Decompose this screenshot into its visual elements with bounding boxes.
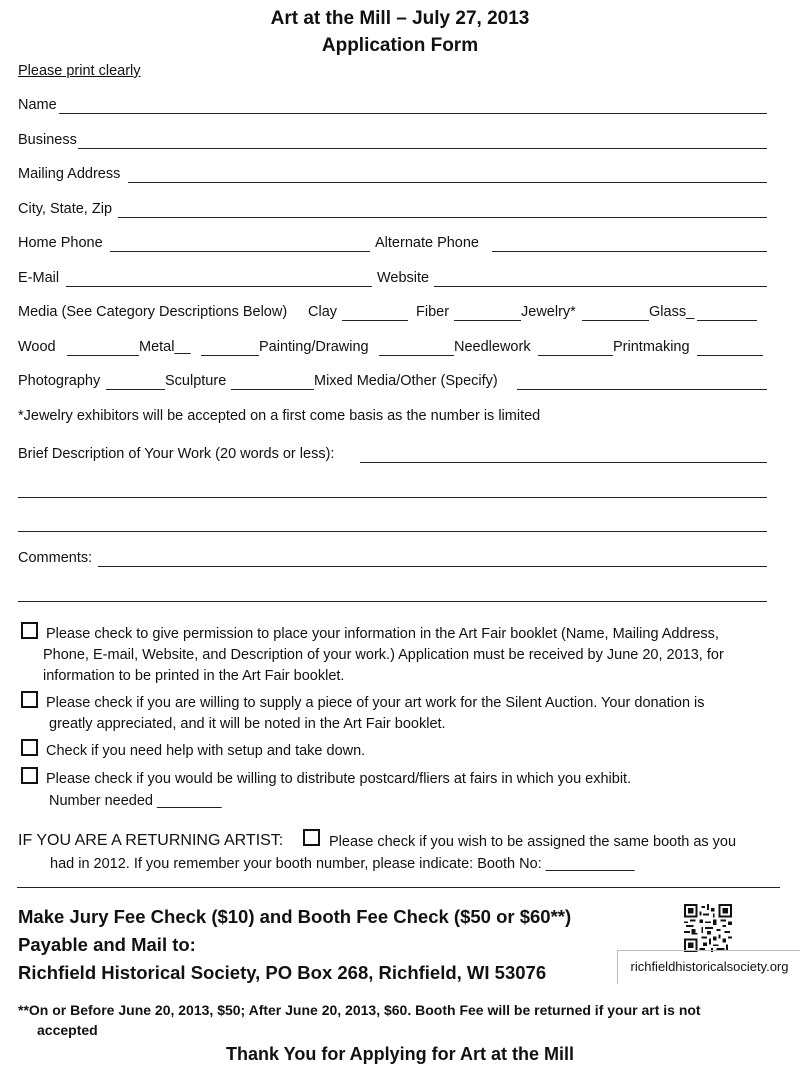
payment-address: Richfield Historical Society, PO Box 268, Richfield, WI 53076 <box>18 962 547 983</box>
media-sculpture-label: Sculpture <box>165 373 227 389</box>
name-field[interactable] <box>59 96 767 114</box>
home-phone-label: Home Phone <box>18 235 103 251</box>
payment-line-1: Make Jury Fee Check ($10) and Booth Fee Check ($50 or $60**) <box>18 906 572 927</box>
city-state-zip-field[interactable] <box>118 200 767 218</box>
booklet-permission-text-2: Phone, E-mail, Website, and Description of your work.) Application must be received by June 20, 2013, for <box>43 647 724 663</box>
media-sculpture-field[interactable] <box>231 372 314 390</box>
comments-line-2[interactable] <box>18 584 767 602</box>
booklet-permission-text-3: information to be printed in the Art Fair booklet. <box>43 668 345 684</box>
website-label: Website <box>377 270 430 286</box>
media-wood-label: Wood <box>18 339 56 355</box>
media-needlework-label: Needlework <box>454 339 531 355</box>
fee-note-1: **On or Before June 20, 2013, $50; After June 20, 2013, $60. Booth Fee will be returned if your art is not <box>18 1002 701 1018</box>
same-booth-text-1: Please check if you wish to be assigned the same booth as you <box>329 834 737 850</box>
mailing-address-field[interactable] <box>128 165 767 183</box>
silent-auction-checkbox[interactable] <box>21 691 38 708</box>
media-needlework-field[interactable] <box>538 338 613 356</box>
same-booth-checkbox[interactable] <box>303 829 320 846</box>
silent-auction-text-1: Please check if you are willing to supply a piece of your art work for the Silent Auction. Your donation is <box>46 695 705 711</box>
silent-auction-text-2: greatly appreciated, and it will be noted in the Art Fair booklet. <box>49 716 446 732</box>
postcard-checkbox[interactable] <box>21 767 38 784</box>
comments-label: Comments: <box>18 550 93 566</box>
fee-note-2: accepted <box>37 1022 98 1038</box>
media-photography-field[interactable] <box>106 372 165 390</box>
alternate-phone-field[interactable] <box>492 234 767 252</box>
media-glass-label: Glass_ <box>649 304 695 320</box>
media-painting-field[interactable] <box>379 338 454 356</box>
media-metal-label: Metal__ <box>139 339 191 355</box>
payment-line-2: Payable and Mail to: <box>18 934 196 955</box>
media-glass-field[interactable] <box>697 303 757 321</box>
print-instructions: Please print clearly <box>18 63 141 79</box>
booklet-permission-checkbox[interactable] <box>21 622 38 639</box>
media-mixed-label: Mixed Media/Other (Specify) <box>314 373 498 389</box>
comments-field[interactable] <box>98 549 767 567</box>
email-field[interactable] <box>66 269 372 287</box>
business-label: Business <box>18 132 77 148</box>
website-field[interactable] <box>434 269 767 287</box>
qr-code-icon <box>683 904 733 952</box>
media-metal-field[interactable] <box>201 338 259 356</box>
name-label: Name <box>18 97 57 113</box>
media-clay-label: Clay <box>308 304 338 320</box>
form-subtitle: Application Form <box>321 35 479 56</box>
media-printmaking-label: Printmaking <box>613 339 690 355</box>
business-field[interactable] <box>78 131 767 149</box>
alternate-phone-label: Alternate Phone <box>375 235 479 251</box>
media-jewelry-field[interactable] <box>582 303 649 321</box>
section-divider <box>17 887 780 888</box>
media-wood-field[interactable] <box>67 338 139 356</box>
footer-thanks: Thank You for Applying for Art at the Mill <box>226 1044 574 1064</box>
jewelry-note: *Jewelry exhibitors will be accepted on a first come basis as the number is limited <box>18 408 541 424</box>
postcard-number-needed: Number needed ________ <box>49 793 222 809</box>
email-label: E-Mail <box>18 270 60 286</box>
media-printmaking-field[interactable] <box>697 338 763 356</box>
media-label: Media (See Category Descriptions Below) <box>18 304 288 320</box>
media-fiber-label: Fiber <box>416 304 450 320</box>
postcard-text-1: Please check if you would be willing to distribute postcard/fliers at fairs in which you exhibit. <box>46 771 632 787</box>
home-phone-field[interactable] <box>110 234 370 252</box>
media-photography-label: Photography <box>18 373 101 389</box>
description-line-3[interactable] <box>18 514 767 532</box>
media-mixed-field[interactable] <box>517 372 767 390</box>
media-painting-label: Painting/Drawing <box>259 339 369 355</box>
same-booth-text-2: had in 2012. If you remember your booth number, please indicate: Booth No: ___________ <box>50 856 635 872</box>
description-line-2[interactable] <box>18 480 767 498</box>
mailing-address-label: Mailing Address <box>18 166 121 182</box>
setup-help-text: Check if you need help with setup and take down. <box>46 743 366 759</box>
media-clay-field[interactable] <box>342 303 408 321</box>
city-state-zip-label: City, State, Zip <box>18 201 113 217</box>
media-fiber-field[interactable] <box>454 303 521 321</box>
form-title: Art at the Mill – July 27, 2013 <box>270 8 530 29</box>
booklet-permission-text-1: Please check to give permission to place your information in the Art Fair booklet (Name, Mailing Address, <box>46 626 719 642</box>
description-label: Brief Description of Your Work (20 words or less): <box>18 446 335 462</box>
setup-help-checkbox[interactable] <box>21 739 38 756</box>
description-field[interactable] <box>360 445 767 463</box>
returning-artist-label: IF YOU ARE A RETURNING ARTIST: <box>18 832 284 849</box>
website-tag[interactable]: richfieldhistoricalsociety.org <box>617 950 800 984</box>
media-jewelry-label: Jewelry* <box>521 304 576 320</box>
